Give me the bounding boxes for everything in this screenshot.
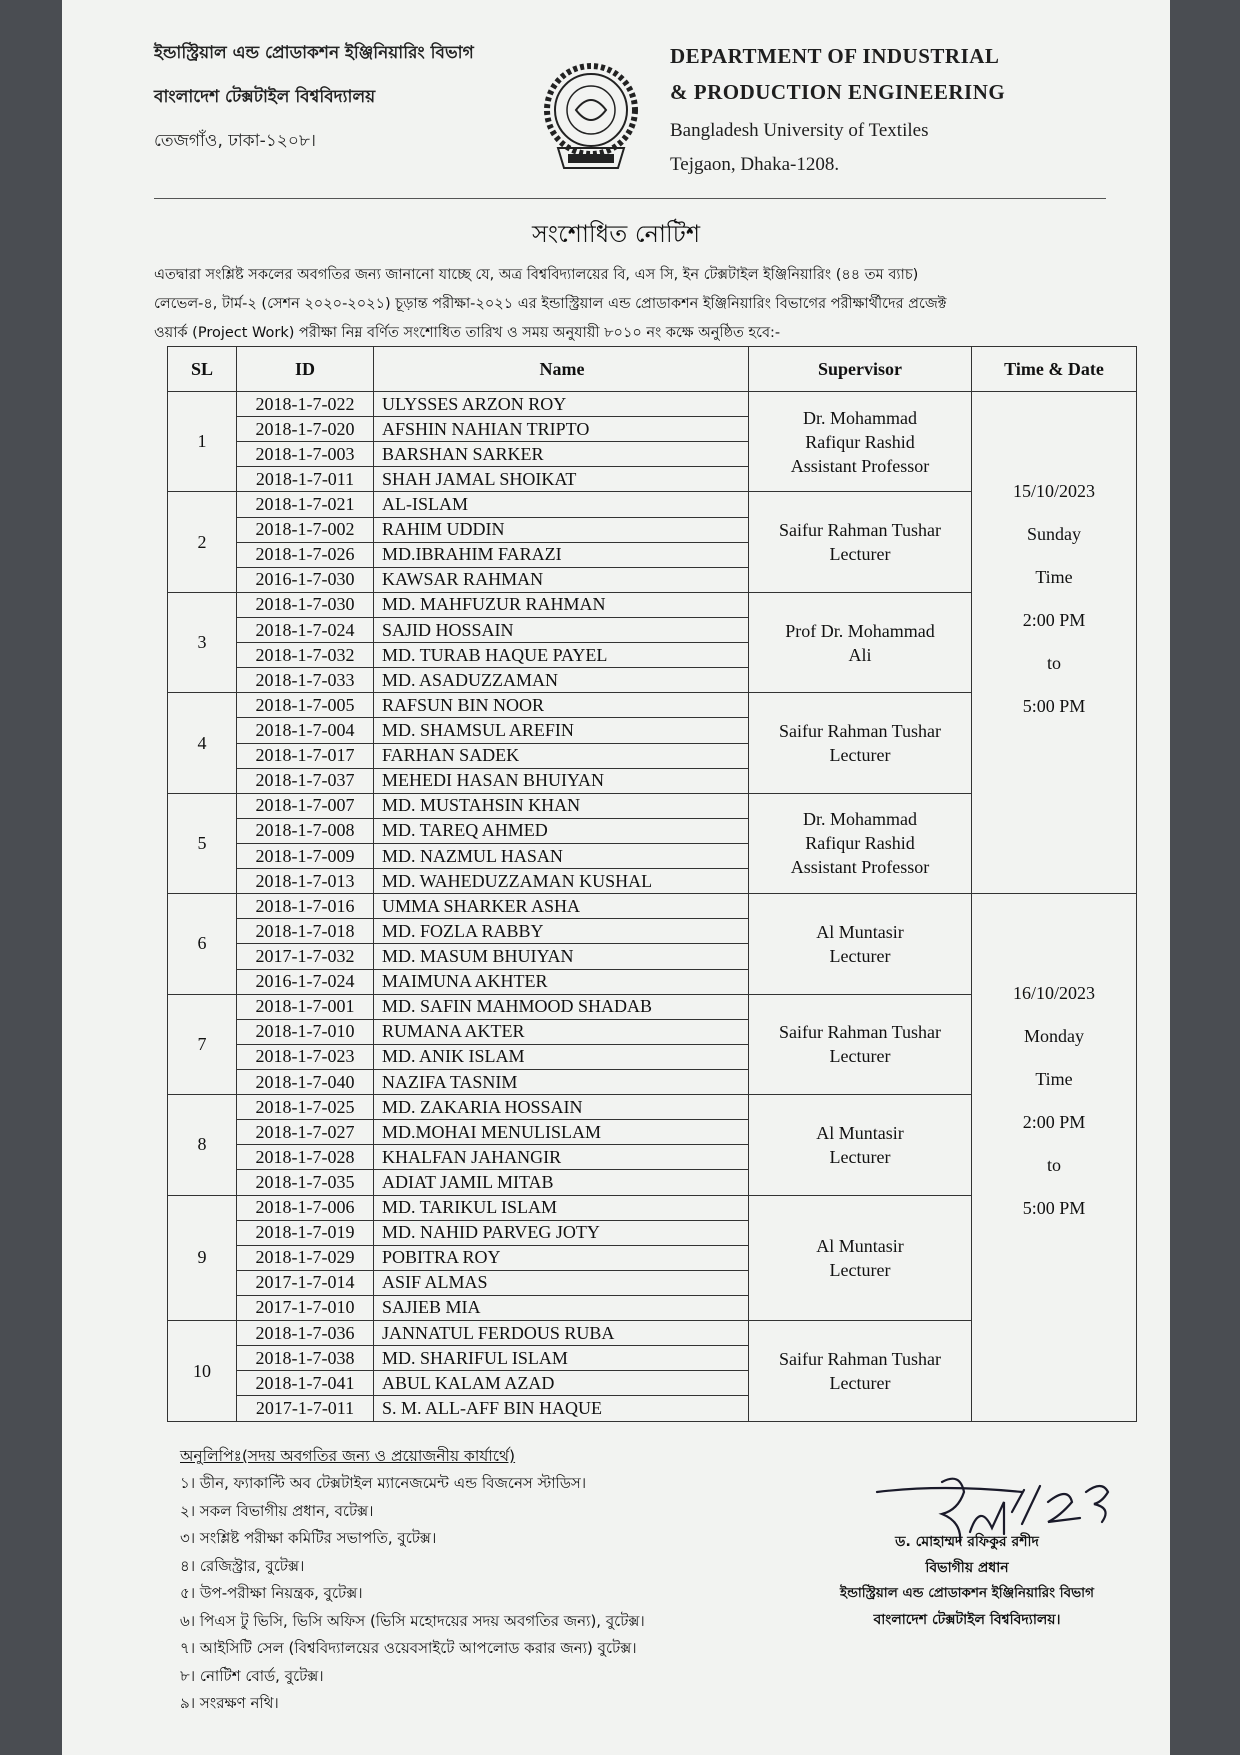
supervisor-line: Saifur Rahman Tushar [779, 1349, 941, 1370]
supervisor-cell [749, 693, 972, 793]
student-name: MD. NAHID PARVEG JOTY [374, 1220, 749, 1245]
supervisor-cell [749, 994, 972, 1094]
student-id: 2018-1-7-008 [237, 818, 374, 843]
exam-schedule-table [167, 346, 1137, 1422]
copy-recipient-item: ৩। সংশ্লিষ্ট পরীক্ষা কমিটির সভাপতি, বুটেক্স। [180, 1529, 437, 1547]
student-id: 2018-1-7-004 [237, 718, 374, 743]
student-id: 2018-1-7-030 [237, 592, 374, 617]
supervisor-cell [749, 793, 972, 893]
student-name: MD. ANIK ISLAM [374, 1044, 749, 1069]
supervisor-line: Assistant Professor [790, 455, 930, 476]
group-serial: 10 [168, 1321, 237, 1422]
address-en: Tejgaon, Dhaka-1208. [670, 154, 840, 175]
student-name: ABUL KALAM AZAD [374, 1371, 749, 1396]
supervisor-cell [749, 492, 972, 592]
notice-text-line-1: এতদ্বারা সংশ্লিষ্ট সকলের অবগতির জন্য জানানো যাচ্ছে যে, অত্র বিশ্ববিদ্যালয়ের বি, এস সি, ইন টেক্সটাইল ইঞ্জিনিয়ারিং (৪৪ তম ব্যাচ) [154, 267, 919, 283]
student-name: ULYSSES ARZON ROY [374, 392, 749, 417]
student-name: MD. ZAKARIA HOSSAIN [374, 1095, 749, 1120]
header-id: ID [237, 347, 374, 392]
student-id: 2018-1-7-013 [237, 869, 374, 894]
copy-recipient-item: ৬। পিএস টু ভিসি, ভিসি অফিস (ভিসি মহোদয়ের সদয় অবগতির জন্য), বুটেক্স। [180, 1611, 645, 1630]
copy-recipient-item: ৯। সংরক্ষণ নথি। [180, 1694, 279, 1712]
student-name: S. M. ALL-AFF BIN HAQUE [374, 1396, 749, 1422]
student-name: KHALFAN JAHANGIR [374, 1145, 749, 1170]
student-id: 2018-1-7-025 [237, 1095, 374, 1120]
student-name: MD.IBRAHIM FARAZI [374, 542, 749, 567]
supervisor-cell [749, 592, 972, 692]
student-id: 2017-1-7-010 [237, 1295, 374, 1320]
student-id: 2018-1-7-032 [237, 643, 374, 668]
signatory-department: ইন্ডাস্ট্রিয়াল এন্ড প্রোডাকশন ইঞ্জিনিয়ারিং বিভাগ [840, 1585, 1094, 1601]
student-name: MD. TAREQ AHMED [374, 818, 749, 843]
supervisor-cell [749, 1321, 972, 1422]
table-row [168, 894, 1137, 919]
group-serial: 2 [168, 492, 237, 592]
student-name: AFSHIN NAHIAN TRIPTO [374, 417, 749, 442]
time-date-line: 15/10/2023 [1012, 481, 1095, 501]
student-id: 2018-1-7-006 [237, 1195, 374, 1220]
student-name: MD. ASADUZZAMAN [374, 668, 749, 693]
student-id: 2018-1-7-037 [237, 768, 374, 793]
university-name-bn: বাংলাদেশ টেক্সটাইল বিশ্ববিদ্যালয় [154, 87, 376, 107]
student-id: 2018-1-7-020 [237, 417, 374, 442]
header-name: Name [374, 347, 749, 392]
time-date-line: to [1046, 653, 1061, 673]
time-date-cell [972, 392, 1137, 894]
student-id: 2018-1-7-021 [237, 492, 374, 517]
copy-recipient-item: ৪। রেজিস্ট্রার, বুটেক্স। [180, 1556, 305, 1575]
student-name: RAHIM UDDIN [374, 517, 749, 542]
student-id: 2018-1-7-041 [237, 1371, 374, 1396]
student-id: 2018-1-7-028 [237, 1145, 374, 1170]
student-id: 2018-1-7-022 [237, 392, 374, 417]
copy-recipient-item: ৮। নোটিশ বোর্ড, বুটেক্স। [180, 1666, 324, 1685]
student-id: 2018-1-7-003 [237, 442, 374, 467]
student-name: BARSHAN SARKER [374, 442, 749, 467]
student-name: JANNATUL FERDOUS RUBA [374, 1321, 749, 1346]
student-id: 2018-1-7-019 [237, 1220, 374, 1245]
student-id: 2018-1-7-002 [237, 517, 374, 542]
supervisor-line: Saifur Rahman Tushar [779, 721, 941, 742]
supervisor-line: Prof Dr. Mohammad [785, 620, 935, 641]
time-date-line: 16/10/2023 [1012, 983, 1095, 1004]
university-logo [538, 50, 644, 188]
student-id: 2018-1-7-026 [237, 542, 374, 567]
student-id: 2018-1-7-038 [237, 1346, 374, 1371]
student-id: 2018-1-7-001 [237, 994, 374, 1019]
supervisor-cell [749, 1195, 972, 1321]
student-name: RAFSUN BIN NOOR [374, 693, 749, 718]
student-name: MD. SHARIFUL ISLAM [374, 1346, 749, 1371]
supervisor-line: Al Muntasir [816, 1122, 904, 1143]
student-id: 2016-1-7-024 [237, 969, 374, 994]
header-time-date: Time & Date [972, 347, 1137, 392]
student-name: MD. SAFIN MAHMOOD SHADAB [374, 994, 749, 1019]
supervisor-line: Lecturer [829, 1046, 891, 1067]
supervisor-cell [749, 392, 972, 492]
time-date-line: Time [1035, 567, 1073, 587]
student-name: KAWSAR RAHMAN [374, 567, 749, 592]
supervisor-line: Lecturer [829, 1146, 891, 1167]
group-serial: 8 [168, 1095, 237, 1195]
notice-text-line-3: ওয়ার্ক (Project Work) পরীক্ষা নিম্ন বর্ণিত সংশোধিত তারিখ ও সময় অনুযায়ী ৮০১০ নং কক্ষে অনুষ্ঠিত হবে:- [154, 325, 781, 341]
time-date-line: Time [1035, 1069, 1073, 1090]
header-divider [154, 198, 1106, 199]
student-id: 2018-1-7-010 [237, 1019, 374, 1044]
supervisor-line: Lecturer [829, 745, 891, 766]
supervisor-line: Dr. Mohammad [803, 407, 917, 428]
notice-text-line-2: লেভেল-৪, টার্ম-২ (সেশন ২০২০-২০২১) চূড়ান্ত পরীক্ষা-২০২১ এর ইন্ডাস্ট্রিয়াল এন্ড প্রোডাকশন ইঞ্জিনিয়ারিং বিভাগের পরীক্ষার্থীদের প্রজেক্ট [154, 296, 947, 312]
supervisor-line: Dr. Mohammad [803, 809, 917, 830]
supervisor-line: Lecturer [829, 1259, 891, 1280]
supervisor-cell [749, 1095, 972, 1195]
header-sl: SL [168, 347, 237, 392]
signatory-name: ড. মোহাম্মদ রফিকুর রশীদ [895, 1534, 1039, 1550]
student-id: 2018-1-7-018 [237, 919, 374, 944]
dept-name-bn: ইন্ডাস্ট্রিয়াল এন্ড প্রোডাকশন ইঞ্জিনিয়ারিং বিভাগ [154, 43, 474, 63]
student-id: 2018-1-7-036 [237, 1321, 374, 1346]
group-serial: 7 [168, 994, 237, 1094]
header-supervisor: Supervisor [749, 347, 972, 392]
supervisor-line: Rafiqur Rashid [805, 833, 915, 854]
time-date-cell [972, 894, 1137, 1422]
student-id: 2018-1-7-016 [237, 894, 374, 919]
table-row [168, 392, 1137, 417]
student-id: 2018-1-7-035 [237, 1170, 374, 1195]
student-id: 2016-1-7-030 [237, 567, 374, 592]
student-name: RUMANA AKTER [374, 1019, 749, 1044]
student-name: MD. MAHFUZUR RAHMAN [374, 592, 749, 617]
supervisor-line: Lecturer [829, 1373, 891, 1394]
supervisor-line: Ali [848, 644, 872, 665]
group-serial: 4 [168, 693, 237, 793]
supervisor-line: Al Muntasir [816, 921, 904, 942]
time-date-line: Monday [1024, 1026, 1084, 1047]
student-id: 2017-1-7-011 [237, 1396, 374, 1422]
student-name: MEHEDI HASAN BHUIYAN [374, 768, 749, 793]
student-id: 2018-1-7-027 [237, 1120, 374, 1145]
student-name: MD. TARIKUL ISLAM [374, 1195, 749, 1220]
student-name: ADIAT JAMIL MITAB [374, 1170, 749, 1195]
copy-recipient-item: ৭। আইসিটি সেল (বিশ্ববিদ্যালয়ের ওয়েবসাইটে আপলোড করার জন্য) বুটেক্স। [180, 1639, 637, 1657]
student-id: 2018-1-7-023 [237, 1044, 374, 1069]
student-name: MD.MOHAI MENULISLAM [374, 1120, 749, 1145]
supervisor-line: Lecturer [829, 945, 891, 966]
address-bn: তেজগাঁও, ঢাকা-১২০৮। [154, 131, 317, 151]
student-name: MAIMUNA AKHTER [374, 969, 749, 994]
student-id: 2018-1-7-033 [237, 668, 374, 693]
supervisor-line: Assistant Professor [790, 857, 930, 878]
student-id: 2017-1-7-032 [237, 944, 374, 969]
student-id: 2017-1-7-014 [237, 1270, 374, 1295]
signatory-university: বাংলাদেশ টেক্সটাইল বিশ্ববিদ্যালয়। [873, 1612, 1061, 1628]
student-name: SAJID HOSSAIN [374, 617, 749, 642]
copies-heading: অনুলিপিঃ(সদয় অবগতির জন্য ও প্রয়োজনীয় কার্যার্থে) [180, 1447, 516, 1465]
student-name: AL-ISLAM [374, 492, 749, 517]
student-id: 2018-1-7-011 [237, 467, 374, 492]
group-serial: 1 [168, 392, 237, 492]
student-name: MD. MUSTAHSIN KHAN [374, 793, 749, 818]
table-header-row [168, 347, 1137, 392]
student-name: UMMA SHARKER ASHA [374, 894, 749, 919]
supervisor-line: Saifur Rahman Tushar [779, 520, 941, 541]
student-name: NAZIFA TASNIM [374, 1069, 749, 1094]
student-name: MD. FOZLA RABBY [374, 919, 749, 944]
signatory-designation: বিভাগীয় প্রধান [925, 1560, 1009, 1576]
notice-page [62, 0, 1170, 1755]
student-name: ASIF ALMAS [374, 1270, 749, 1295]
time-date-line: to [1046, 1155, 1061, 1176]
student-name: MD. MASUM BHUIYAN [374, 944, 749, 969]
student-name: MD. SHAMSUL AREFIN [374, 718, 749, 743]
student-id: 2018-1-7-017 [237, 743, 374, 768]
student-name: FARHAN SADEK [374, 743, 749, 768]
supervisor-line: Rafiqur Rashid [805, 431, 915, 452]
student-name: SAJIEB MIA [374, 1295, 749, 1320]
student-id: 2018-1-7-007 [237, 793, 374, 818]
student-id: 2018-1-7-024 [237, 617, 374, 642]
copy-recipient-item: ৫। উপ-পরীক্ষা নিয়ন্ত্রক, বুটেক্স। [180, 1584, 363, 1602]
time-date-line: 2:00 PM [1022, 610, 1086, 630]
student-name: MD. NAZMUL HASAN [374, 843, 749, 868]
student-id: 2018-1-7-009 [237, 843, 374, 868]
student-name: MD. WAHEDUZZAMAN KUSHAL [374, 869, 749, 894]
time-date-line: 5:00 PM [1022, 696, 1086, 716]
copy-recipient-item: ১। ডীন, ফ্যাকাল্টি অব টেক্সটাইল ম্যানেজমেন্ট এন্ড বিজনেস স্টাডিস। [180, 1474, 587, 1492]
student-id: 2018-1-7-005 [237, 693, 374, 718]
group-serial: 9 [168, 1195, 237, 1321]
student-id: 2018-1-7-040 [237, 1069, 374, 1094]
dept-name-en-1: DEPARTMENT OF INDUSTRIAL [670, 44, 1000, 68]
group-serial: 6 [168, 894, 237, 994]
time-date-line: Sunday [1027, 524, 1081, 544]
supervisor-line: Al Muntasir [816, 1235, 904, 1256]
table-body [168, 392, 1137, 1422]
student-name: SHAH JAMAL SHOIKAT [374, 467, 749, 492]
copy-recipient-item: ২। সকল বিভাগীয় প্রধান, বটেক্স। [180, 1501, 374, 1520]
supervisor-line: Lecturer [829, 544, 891, 565]
university-name-en: Bangladesh University of Textiles [670, 120, 929, 141]
group-serial: 3 [168, 592, 237, 692]
supervisor-cell [749, 894, 972, 994]
group-serial: 5 [168, 793, 237, 893]
student-id: 2018-1-7-029 [237, 1245, 374, 1270]
student-name: MD. TURAB HAQUE PAYEL [374, 643, 749, 668]
time-date-line: 5:00 PM [1022, 1198, 1086, 1219]
student-name: POBITRA ROY [374, 1245, 749, 1270]
notice-title: সংশোধিত নোটিশ [531, 220, 701, 248]
time-date-line: 2:00 PM [1022, 1112, 1086, 1133]
dept-name-en-2: & PRODUCTION ENGINEERING [670, 80, 1006, 104]
supervisor-line: Saifur Rahman Tushar [779, 1022, 941, 1043]
